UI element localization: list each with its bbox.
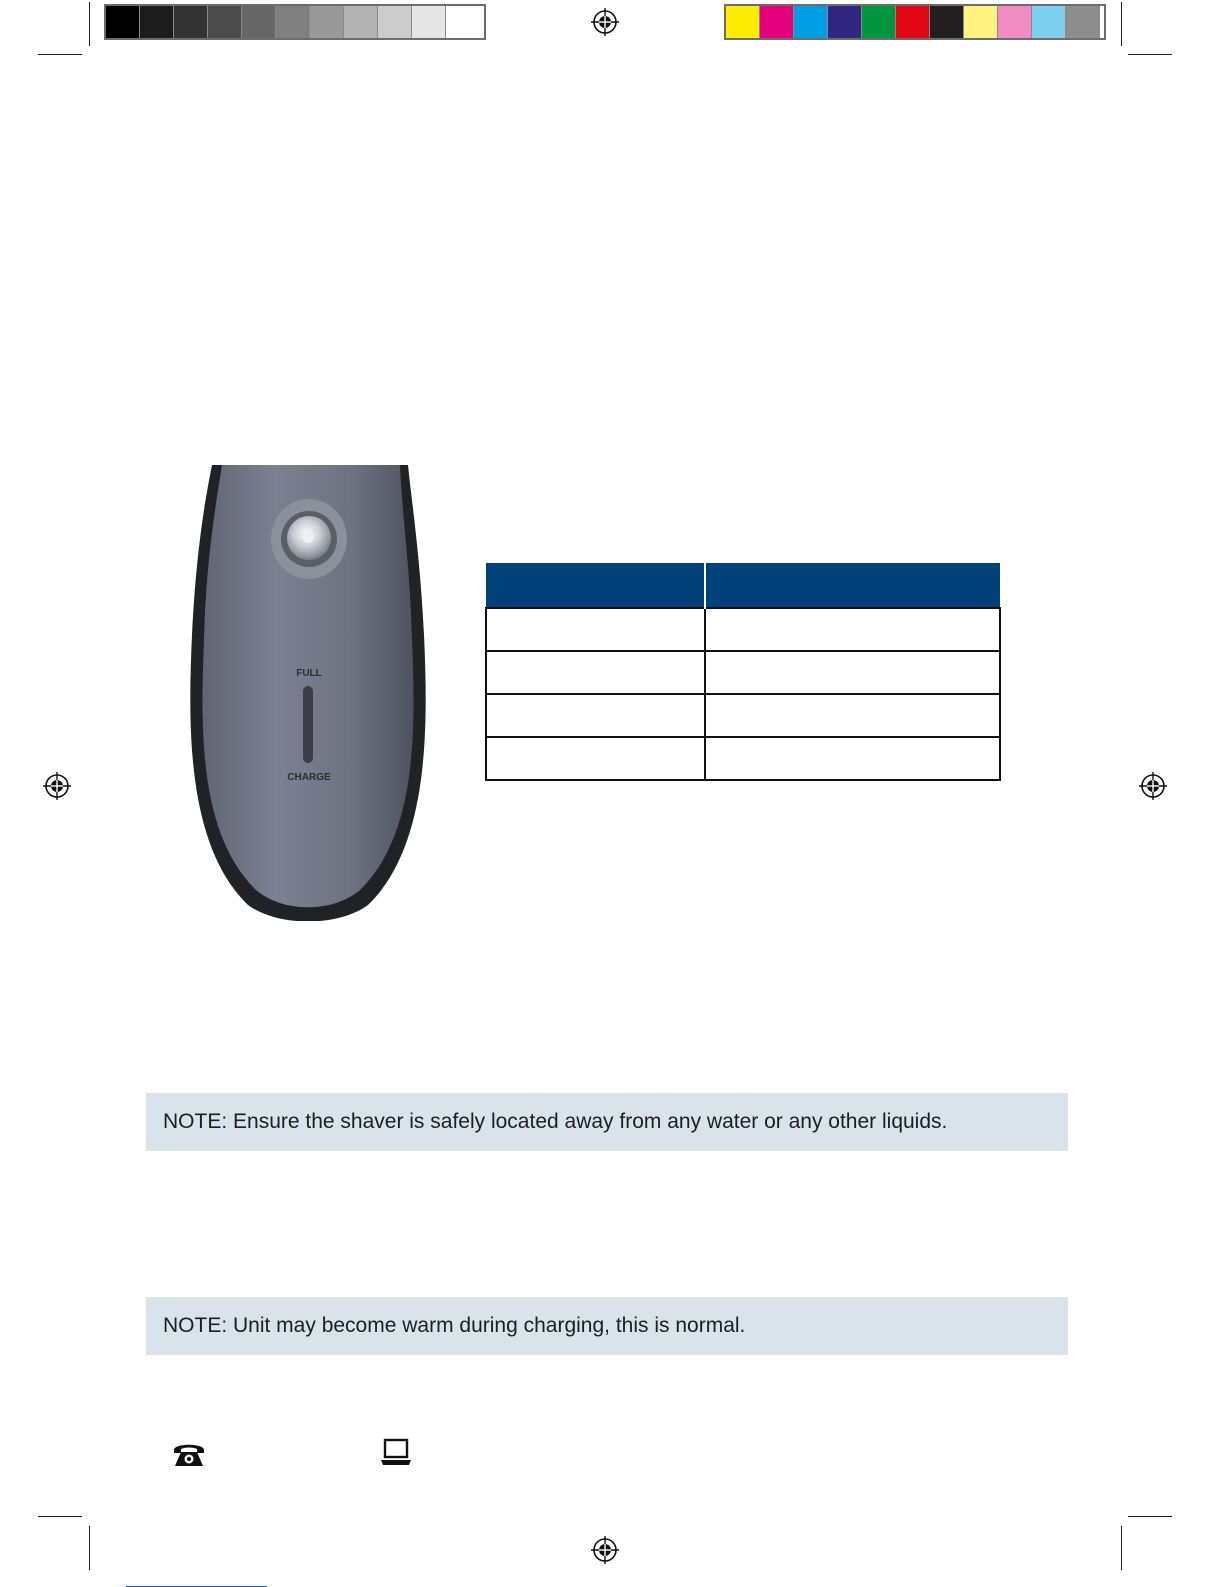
crop-mark [89,2,90,46]
table-row [486,608,1000,651]
charge-label: CHARGE [287,772,331,783]
specification-table [485,563,1001,781]
full-label: FULL [296,668,322,679]
crop-mark [1121,1526,1122,1570]
crop-mark [38,1516,82,1517]
crop-mark [38,54,82,55]
color-swatch [344,6,378,38]
crop-mark [1121,2,1122,46]
grayscale-color-bar [104,4,486,40]
color-swatch [930,6,964,38]
table-cell [705,608,1000,651]
color-swatch [140,6,174,38]
table-cell [486,737,705,780]
table-row [486,694,1000,737]
registration-mark-icon [42,771,72,801]
color-swatch [310,6,344,38]
laptop-icon [380,1438,412,1468]
crop-mark [1128,54,1172,55]
table-row [486,651,1000,694]
color-swatch [1066,6,1100,38]
color-swatch [896,6,930,38]
color-swatch [1032,6,1066,38]
color-swatch [828,6,862,38]
shaver-image [188,465,428,921]
water-safety-note: NOTE: Ensure the shaver is safely located away from any water or any other liquids. [146,1093,1068,1151]
table-header-cell [705,563,1000,608]
color-swatch [446,6,480,38]
color-swatch [174,6,208,38]
charging-warm-note: NOTE: Unit may become warm during charging, this is normal. [146,1297,1068,1355]
table-header-cell [486,563,705,608]
telephone-icon [172,1440,206,1468]
registration-mark-icon [590,7,620,37]
table-header-row [486,563,1000,608]
table-cell [705,694,1000,737]
color-swatch [862,6,896,38]
color-swatch [726,6,760,38]
color-swatch [378,6,412,38]
charge-indicator-slot [303,686,313,763]
registration-mark-icon [1138,771,1168,801]
table-cell [705,737,1000,780]
color-swatch [794,6,828,38]
table-cell [486,651,705,694]
color-swatch [412,6,446,38]
crop-mark [89,1526,90,1570]
color-swatch [760,6,794,38]
crop-mark [1128,1516,1172,1517]
table-cell [486,694,705,737]
table-row [486,737,1000,780]
color-swatch [964,6,998,38]
color-swatch [208,6,242,38]
table-cell [705,651,1000,694]
color-swatch [242,6,276,38]
process-color-bar [724,4,1106,40]
color-swatch [106,6,140,38]
table-cell [486,608,705,651]
color-swatch [998,6,1032,38]
color-swatch [276,6,310,38]
registration-mark-icon [590,1535,620,1565]
